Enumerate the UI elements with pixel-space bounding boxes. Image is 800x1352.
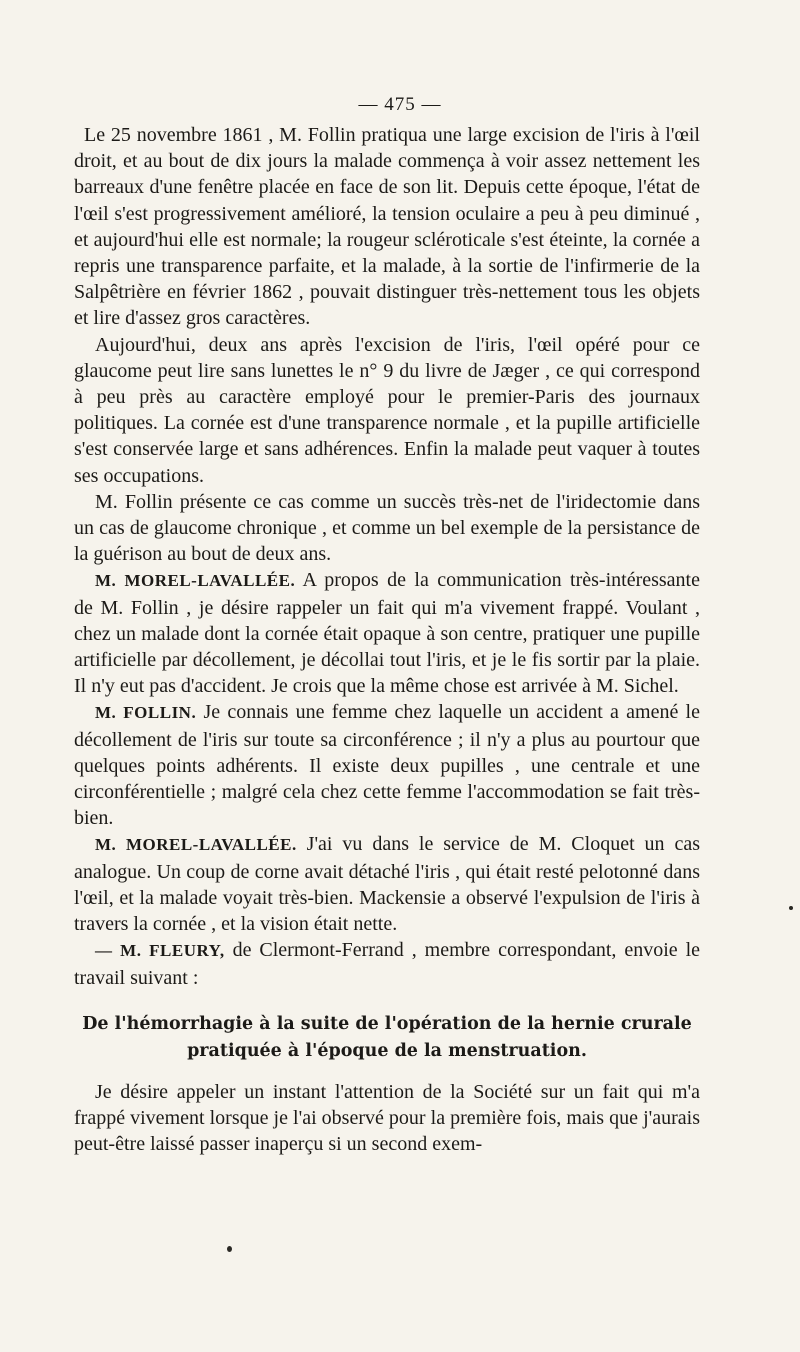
paragraph-text: de Clermont-Ferrand , membre correspondant, envoie le travail suivant :	[74, 939, 701, 989]
ink-speck	[789, 906, 793, 910]
ink-speck	[227, 1246, 232, 1252]
paragraph-text: M. Follin présente ce cas comme un succès très-net de l'iridectomie dans un cas de glaucome chronique , et comme un bel exemple de la persistance de la guérison au bout de deux ans.	[74, 490, 700, 566]
paragraph-text: J'ai vu dans le service de M. Cloquet un cas analogue. Un coup de corne avait détaché l'iris , qui était resté pelotonné dans l'œil, et la malade voyait très-bien. Mackensie a observé l'expulsion de l'iris à travers la cornée , et la vision était nette.	[74, 833, 700, 936]
paragraph-text: Je connais une femme chez laquelle un accident a amené le décollement de l'iris sur toute sa circonférence ; il n'y a plus au pourtour que quelques points adhérents. Il existe deux pupilles , une centrale et une circonférentielle ; malgré cela chez cette femme l'accommodation se fait très-bien.	[74, 701, 700, 830]
section-heading-line-1: De l'hémorrhagie à la suite de l'opération de la hernie crurale	[82, 1013, 692, 1034]
speaker-name: M. MOREL-LAVALLÉE.	[95, 571, 296, 591]
closing-paragraph	[74, 1079, 700, 1158]
paragraph-text: A propos de la communication très-intéressante de M. Follin , je désire rappeler un fait qui m'a vivement frappé. Voulant , chez un malade dont la cornée était opaque à son centre, pratiquer une pupille artificielle par décollement, je décollai tout l'iris, et je le fis sortir par la plaie. Il n'y eut pas d'accident. Je crois que la même chose est arrivée à M. Sichel.	[74, 569, 700, 698]
paragraph-2	[74, 332, 700, 489]
paragraph-4	[74, 567, 700, 699]
page-number: — 475 —	[358, 94, 442, 115]
paragraph-text: Aujourd'hui, deux ans après l'excision de l'iris, l'œil opéré pour ce glaucome peut lire sans lunettes le n° 9 du livre de Jæger , ce qui correspond à peu près au caractère employé pour le premier-Paris des journaux politiques. La cornée est d'une transparence normale , et la pupille artificielle s'est conservée large et sans adhérences. Enfin la malade peut vaquer à toutes ses occupations.	[74, 333, 700, 487]
speaker-name: M. MOREL-LAVALLÉE.	[95, 835, 297, 855]
speaker-name: — M. FLEURY,	[95, 941, 225, 961]
paragraph-3	[74, 489, 700, 568]
paragraph-text: Le 25 novembre 1861 , M. Follin pratiqua une large excision de l'iris à l'œil droit, et au bout de dix jours la malade commença à voir assez nettement les barreaux d'une fenêtre placée en face de son lit. Depuis cette époque, l'état de l'œil s'est progressivement amélioré, la tension oculaire a peu à peu diminué , et aujourd'hui elle est normale; la rougeur scléroticale s'est éteinte, la cornée a repris une transparence parfaite, et la malade, à la sortie de l'infirmerie de la Salpêtrière en février 1862 , pouvait distinguer très-nettement tous les objets et lire d'assez gros caractères.	[74, 124, 700, 330]
paragraph-text: Je désire appeler un instant l'attention de la Société sur un fait qui m'a frappé vivement lorsque je l'ai observé pour la première fois, mais que j'aurais peut-être laissé passer inaperçu si un second exem-	[74, 1080, 700, 1156]
paragraph-5	[74, 699, 700, 831]
paragraph-6	[74, 831, 700, 937]
section-heading	[74, 1011, 700, 1065]
speaker-name: M. FOLLIN.	[95, 703, 197, 723]
paragraph-7	[74, 937, 700, 990]
paragraph-1	[74, 122, 700, 332]
body-text	[74, 122, 700, 1157]
section-heading-line-2: pratiquée à l'époque de la menstruation.	[187, 1040, 587, 1061]
